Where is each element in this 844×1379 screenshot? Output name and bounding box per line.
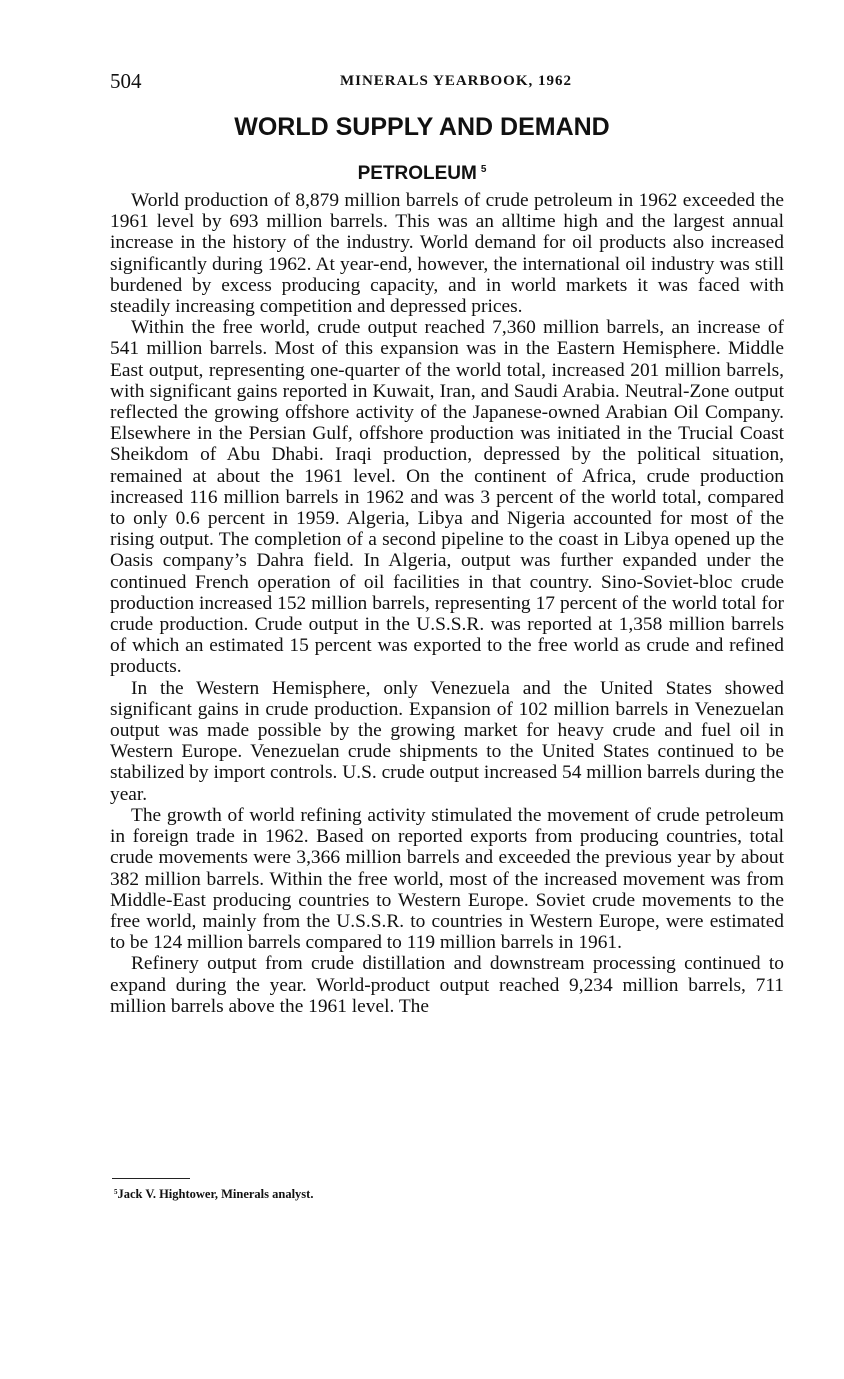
subsection-title <box>0 158 844 186</box>
section-title: WORLD SUPPLY AND DEMAND <box>234 113 610 141</box>
paragraph-4: The growth of world refining activity stimulated the movement of crude petroleum in foreign trade in 1962. Based on reported exports from producing countries, total crude movements were 3,366 million barrels and exceeded the previous year by about 382 million barrels. Within the free world, most of the increased movement was from Middle-East producing countries to Western Europe. Soviet crude movements to the free world, mainly from the U.S.S.R. to countries in Western Europe, were estimated to be 124 million barrels compared to 119 million barrels in 1961. <box>110 804 784 954</box>
running-title: MINERALS YEARBOOK, 1962 <box>339 73 573 89</box>
footnote-ref: 5 <box>480 164 487 175</box>
subsection-title-text: PETROLEUM <box>357 163 477 184</box>
paragraph-1: World production of 8,879 million barrels of crude petroleum in 1962 exceeded the 1961 level by 693 million barrels. This was an alltime high and the largest annual increase in the history of the industry. World demand for oil products also increased significantly during 1962. At year-end, however, the international oil industry was still burdened by excess producing capacity, and in world markets it was faced with steadily increasing competition and depressed prices. <box>110 190 784 318</box>
running-head <box>110 68 786 94</box>
page-number: 504 <box>110 69 142 93</box>
footnote-text: Jack V. Hightower, Minerals analyst. <box>117 1187 314 1201</box>
paragraph-2: Within the free world, crude output reached 7,360 million barrels, an increase of 541 million barrels. Most of this expansion was in the Eastern Hemisphere. Middle East output, representing one-quarter of the world total, increased 201 million barrels, with significant gains reported in Kuwait, Iran, and Saudi Arabia. Neutral-Zone output reflected the growing offshore activity of the Japanese-owned Arabian Oil Company. Elsewhere in the Persian Gulf, offshore production was initiated in the Trucial Coast Sheikdom of Abu Dhabi. Iraqi production, depressed by the political situation, remained at about the 1961 level. On the continent of Africa, crude production increased 116 million barrels in 1962 and was 3 percent of the world total, compared to only 0.6 percent in 1959. Algeria, Libya and Nigeria accounted for most of the rising output. The completion of a second pipeline to the coast in Libya opened up the Oasis company’s Dahra field. In Algeria, output was further expanded under the continued French operation of oil facilities in that country. Sino-Soviet-bloc crude production increased 152 million barrels, representing 17 percent of the world total for crude production. Crude output in the U.S.S.R. was reported at 1,358 million barrels of which an estimated 15 percent was exported to the free world as crude and refined products. <box>110 317 784 678</box>
footnote-rule <box>112 1178 190 1179</box>
footnote <box>114 1184 313 1202</box>
footnote-marker: 5 <box>114 1188 118 1196</box>
body-text <box>110 190 784 1017</box>
paragraph-3: In the Western Hemisphere, only Venezuela and the United States showed significant gains in crude production. Expansion of 102 million barrels in Venezuelan output was made possible by the growing market for heavy crude and fuel oil in Western Europe. Venezuelan crude shipments to the United States continued to be stabilized by import controls. U.S. crude output increased 54 million barrels during the year. <box>110 677 784 805</box>
paragraph-5: Refinery output from crude distillation and downstream processing continued to expand during the year. World-product output reached 9,234 million barrels, 711 million barrels above the 1961 level. The <box>110 953 784 1017</box>
